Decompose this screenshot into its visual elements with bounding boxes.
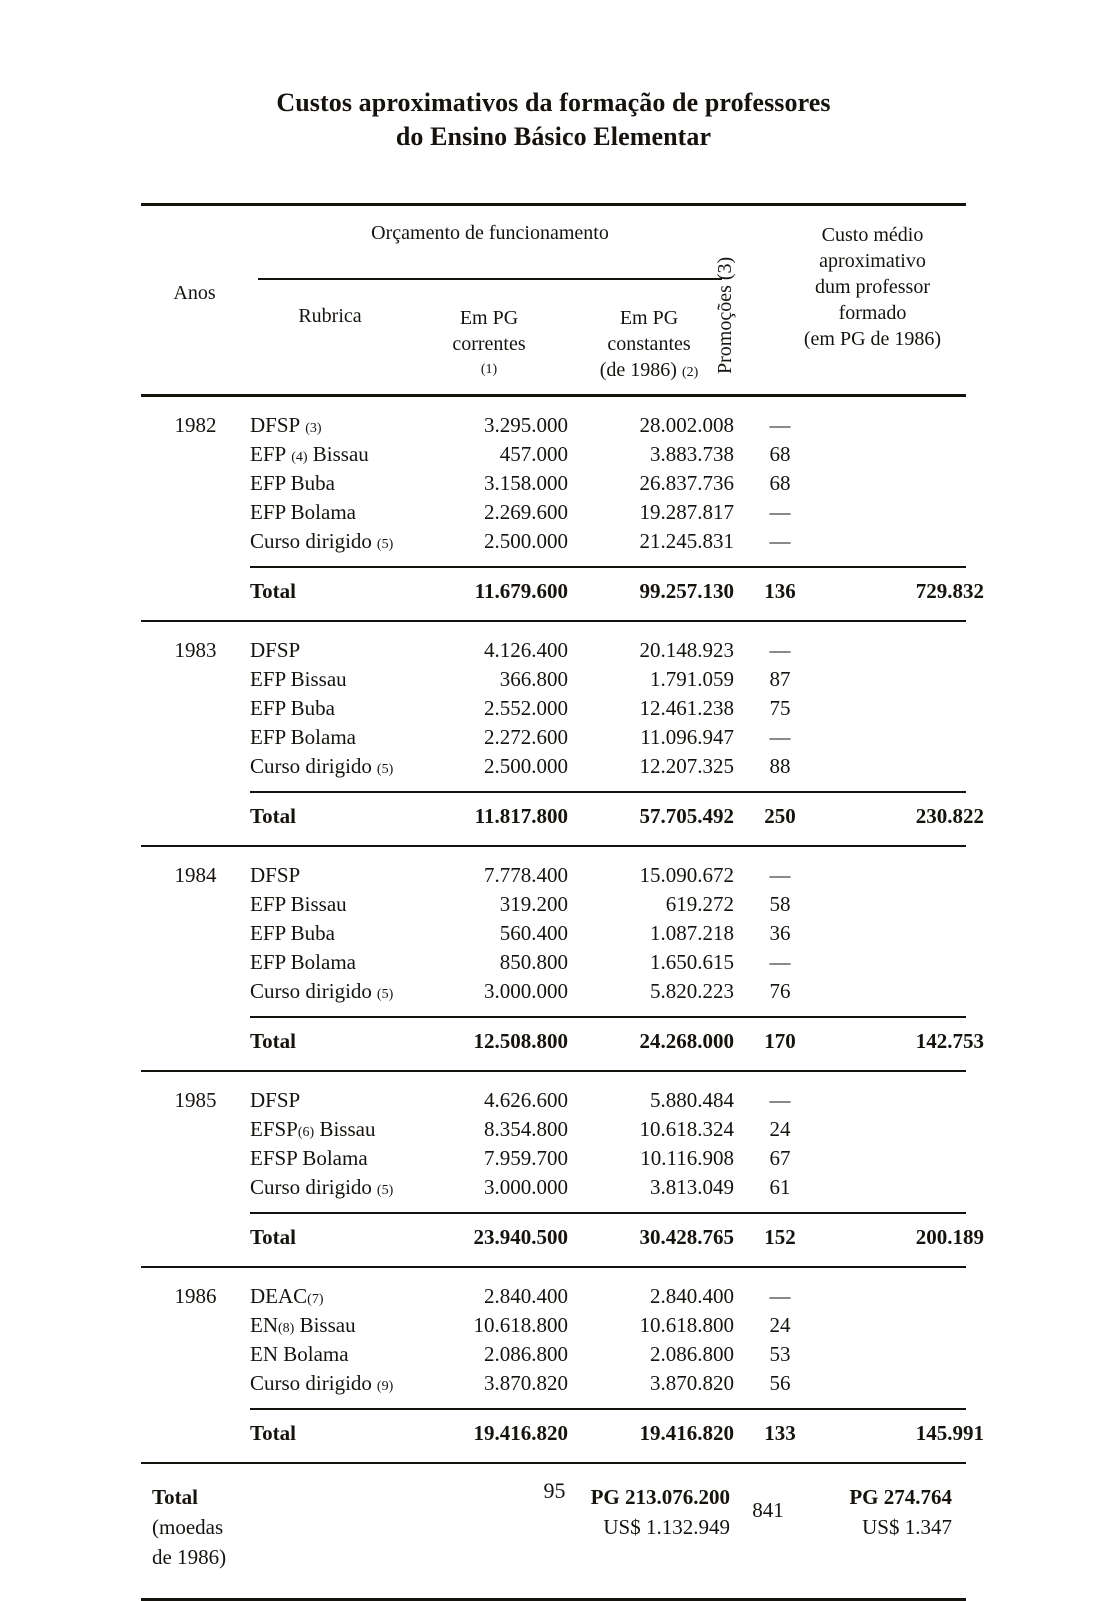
total-constantes: 57.705.492 (639, 803, 734, 828)
page-number: 95 (543, 1478, 566, 1503)
table-row (141, 1342, 966, 1371)
rubrica-text: EFP Bolama (250, 725, 356, 749)
row-correntes: 2.552.000 (484, 696, 568, 720)
row-promocoes: 68 (769, 442, 791, 466)
rubrica-text: DFSP (250, 863, 301, 887)
group-spacer (141, 1450, 966, 1462)
table-row (141, 529, 966, 558)
table-row (141, 1175, 966, 1204)
row-rubrica (250, 950, 420, 975)
row-correntes: 4.626.600 (484, 1088, 568, 1112)
row-promocoes: — (769, 1088, 791, 1112)
row-constantes: 2.840.400 (650, 1284, 734, 1308)
total-correntes: 23.940.500 (473, 1224, 568, 1249)
row-correntes: 560.400 (499, 921, 568, 945)
row-correntes: 7.778.400 (484, 863, 568, 887)
rubrica-text: EFP Bolama (250, 500, 356, 524)
group-spacer (141, 833, 966, 845)
row-constantes: 619.272 (665, 892, 734, 916)
row-rubrica (250, 1175, 420, 1200)
total-label: Total (250, 1420, 296, 1445)
total-custo: 230.822 (915, 803, 984, 828)
table-row (141, 471, 966, 500)
rubrica-footnote-marker: (9) (376, 1379, 394, 1394)
row-constantes: 3.870.820 (650, 1371, 734, 1395)
row-correntes: 2.840.400 (484, 1284, 568, 1308)
row-constantes: 10.618.800 (639, 1313, 734, 1337)
group-spacer (141, 1254, 966, 1266)
rubrica-text: DFSP (250, 1088, 301, 1112)
total-promocoes: 152 (764, 1224, 796, 1249)
table-row (141, 1146, 966, 1175)
rubrica-text: Curso dirigido (250, 1371, 372, 1395)
rubrica-text: Curso dirigido (250, 754, 372, 778)
total-separator-rule (250, 1212, 966, 1214)
header-rubrica: Rubrica (298, 305, 362, 327)
row-rubrica (250, 638, 420, 663)
row-rubrica (250, 471, 420, 496)
total-constantes: 30.428.765 (639, 1224, 734, 1249)
table-row (141, 892, 966, 921)
grand-total-custo-usd: US$ 1.347 (862, 1515, 952, 1539)
year-total-row (141, 799, 984, 833)
table-row (141, 979, 966, 1008)
total-correntes: 11.679.600 (474, 578, 568, 603)
row-constantes: 5.820.223 (650, 979, 734, 1003)
row-promocoes: — (769, 500, 791, 524)
year-total-row (141, 1220, 984, 1254)
total-constantes: 19.416.820 (639, 1420, 734, 1445)
year-total-row (141, 1416, 984, 1450)
row-promocoes: 61 (769, 1175, 791, 1199)
grand-total-label-line3: de 1986) (152, 1545, 227, 1569)
year-group (141, 1072, 984, 1266)
row-promocoes: 24 (769, 1117, 791, 1141)
row-constantes: 10.116.908 (640, 1146, 734, 1170)
row-rubrica (250, 921, 420, 946)
header-group-rule (258, 278, 722, 280)
total-correntes: 19.416.820 (473, 1420, 568, 1445)
row-year: 1984 (174, 863, 217, 887)
row-correntes: 3.000.000 (484, 1175, 568, 1199)
row-rubrica (250, 863, 420, 888)
row-constantes: 26.837.736 (639, 471, 734, 495)
title-line-2: do Ensino Básico Elementar (395, 122, 712, 151)
group-spacer (141, 1268, 966, 1284)
rubrica-text: EFP Buba (250, 471, 335, 495)
row-rubrica (250, 1371, 420, 1396)
total-label: Total (250, 803, 296, 828)
table-row (141, 950, 966, 979)
costs-table (141, 203, 984, 1601)
row-constantes: 15.090.672 (639, 863, 734, 887)
row-constantes: 3.883.738 (650, 442, 734, 466)
row-constantes: 10.618.324 (639, 1117, 734, 1141)
total-label: Total (250, 1028, 296, 1053)
grand-total-custo-pg: PG 274.764 (849, 1485, 952, 1509)
table-row (141, 1284, 966, 1313)
row-correntes: 319.200 (499, 892, 568, 916)
row-promocoes: — (769, 413, 791, 437)
row-rubrica (250, 696, 420, 721)
row-constantes: 12.461.238 (639, 696, 734, 720)
total-separator-rule (250, 566, 966, 568)
row-constantes: 1.791.059 (650, 667, 734, 691)
row-constantes: 28.002.008 (639, 413, 734, 437)
rubrica-footnote-marker: (5) (376, 1183, 394, 1198)
rubrica-text: EFSP Bolama (250, 1146, 368, 1170)
group-spacer (141, 847, 966, 863)
group-spacer (141, 622, 966, 638)
total-constantes: 99.257.130 (639, 578, 734, 603)
total-promocoes: 133 (764, 1420, 796, 1445)
row-constantes: 1.650.615 (650, 950, 734, 974)
header-promocoes-label: Promoções (3) (714, 256, 736, 374)
header-right-line2: aproximativo (819, 250, 926, 272)
row-promocoes: 56 (769, 1371, 791, 1395)
row-year: 1986 (174, 1284, 217, 1308)
grand-total-constantes-usd: US$ 1.132.949 (603, 1515, 730, 1539)
header-right-line3: dum professor (815, 276, 930, 298)
row-rubrica (250, 725, 420, 750)
row-rubrica (250, 1146, 420, 1171)
row-correntes: 366.800 (499, 667, 568, 691)
header-group-orcamento: Orçamento de funcionamento (371, 222, 609, 244)
total-custo: 142.753 (915, 1028, 984, 1053)
table-row (141, 921, 966, 950)
row-constantes: 19.287.817 (639, 500, 734, 524)
table-row (141, 638, 966, 667)
rubrica-text: DEAC (250, 1284, 308, 1308)
rubrica-text: EFP Buba (250, 921, 335, 945)
row-correntes: 4.126.400 (484, 638, 568, 662)
table-row (141, 1371, 966, 1400)
rubrica-suffix: Bissau (307, 442, 369, 466)
grand-total-label-line1: Total (152, 1485, 198, 1509)
header-promocoes (714, 234, 761, 374)
rubrica-footnote-marker: (5) (376, 537, 394, 552)
rubrica-footnote-marker: (5) (376, 987, 394, 1002)
group-spacer (141, 608, 966, 620)
grand-total-promocoes: 841 (752, 1498, 784, 1522)
row-correntes: 3.000.000 (484, 979, 568, 1003)
row-promocoes: — (769, 725, 791, 749)
total-promocoes: 136 (764, 578, 796, 603)
row-rubrica (250, 1284, 420, 1309)
row-correntes: 2.272.600 (484, 725, 568, 749)
row-correntes: 10.618.800 (473, 1313, 568, 1337)
total-separator-rule (250, 1016, 966, 1018)
row-promocoes: 67 (769, 1146, 791, 1170)
table-row (141, 1088, 966, 1117)
row-promocoes: — (769, 950, 791, 974)
year-group (141, 1268, 984, 1462)
header-c1-note: (1) (480, 362, 498, 377)
row-constantes: 11.096.947 (640, 725, 734, 749)
year-group (141, 397, 984, 620)
year-group (141, 847, 984, 1070)
row-promocoes: — (769, 863, 791, 887)
rubrica-text: EFSP (250, 1117, 298, 1141)
rubrica-text: EFP (250, 442, 287, 466)
header-em-pg-constantes (576, 305, 722, 386)
row-constantes: 2.086.800 (650, 1342, 734, 1366)
total-custo: 729.832 (915, 578, 984, 603)
rubrica-footnote-marker: (6) (297, 1125, 315, 1140)
header-c2-line3: (de 1986) (2) (599, 359, 699, 381)
grand-total-constantes-pg: PG 213.076.200 (590, 1485, 730, 1509)
header-anos: Anos (173, 282, 216, 304)
rubrica-footnote-marker: (4) (291, 450, 308, 465)
table-row (141, 442, 966, 471)
rubrica-text: EN Bolama (250, 1342, 349, 1366)
header-c2-line1: Em PG (619, 307, 679, 329)
row-rubrica (250, 1117, 420, 1142)
row-promocoes: 75 (769, 696, 791, 720)
row-constantes: 12.207.325 (639, 754, 734, 778)
row-correntes: 2.269.600 (484, 500, 568, 524)
table-row (141, 863, 966, 892)
row-constantes: 21.245.831 (639, 529, 734, 553)
year-total-row (141, 1024, 984, 1058)
total-custo: 200.189 (915, 1224, 984, 1249)
table-row (141, 667, 966, 696)
row-promocoes: 36 (769, 921, 791, 945)
row-correntes: 3.295.000 (484, 413, 568, 437)
total-custo: 145.991 (915, 1420, 984, 1445)
table-row (141, 754, 966, 783)
table-row (141, 1313, 966, 1342)
header-right-line5: (em PG de 1986) (803, 328, 942, 350)
group-spacer (141, 1072, 966, 1088)
header-c1-line2: correntes (452, 333, 526, 355)
row-rubrica (250, 500, 420, 525)
row-constantes: 20.148.923 (639, 638, 734, 662)
rubrica-footnote-marker: (8) (278, 1321, 295, 1336)
row-rubrica (250, 442, 420, 467)
rubrica-text: Curso dirigido (250, 529, 372, 553)
row-year: 1982 (174, 413, 217, 437)
row-promocoes: 53 (769, 1342, 791, 1366)
year-total-row (141, 574, 984, 608)
header-custo-medio (779, 222, 966, 352)
row-constantes: 1.087.218 (650, 921, 734, 945)
row-correntes: 8.354.800 (484, 1117, 568, 1141)
rubrica-text: EFP Bolama (250, 950, 356, 974)
table-row (141, 1117, 966, 1146)
row-correntes: 457.000 (499, 442, 568, 466)
rubrica-text: EFP Bissau (250, 892, 347, 916)
header-em-pg-correntes (420, 305, 558, 383)
total-separator-rule (250, 791, 966, 793)
table-row (141, 413, 966, 442)
rubrica-suffix: Bissau (314, 1117, 376, 1141)
row-promocoes: — (769, 1284, 791, 1308)
row-promocoes: 76 (769, 979, 791, 1003)
row-correntes: 3.158.000 (484, 471, 568, 495)
row-rubrica (250, 1088, 420, 1113)
total-promocoes: 250 (764, 803, 796, 828)
table-body (141, 397, 984, 1464)
table-row (141, 500, 966, 529)
rubrica-text: DFSP (250, 638, 301, 662)
table-header (141, 206, 966, 394)
row-rubrica (250, 1342, 420, 1367)
rubrica-text: DFSP (250, 413, 301, 437)
total-label: Total (250, 578, 296, 603)
group-spacer (141, 1058, 966, 1070)
total-correntes: 12.508.800 (473, 1028, 568, 1053)
row-rubrica (250, 1313, 420, 1338)
rubrica-text: EFP Bissau (250, 667, 347, 691)
row-correntes: 2.500.000 (484, 529, 568, 553)
row-correntes: 2.086.800 (484, 1342, 568, 1366)
table-row (141, 696, 966, 725)
header-right-line4: formado (838, 302, 907, 324)
rubrica-footnote-marker: (7) (307, 1292, 324, 1307)
row-rubrica (250, 529, 420, 554)
row-promocoes: 87 (769, 667, 791, 691)
row-promocoes: 24 (769, 1313, 791, 1337)
row-constantes: 3.813.049 (650, 1175, 734, 1199)
row-year: 1985 (174, 1088, 217, 1112)
total-label: Total (250, 1224, 296, 1249)
group-spacer (141, 397, 966, 413)
rubrica-footnote-marker: (3) (305, 421, 322, 436)
row-promocoes: 88 (769, 754, 791, 778)
row-promocoes: — (769, 529, 791, 553)
rubrica-text: EFP Buba (250, 696, 335, 720)
year-group (141, 622, 984, 845)
row-rubrica (250, 979, 420, 1004)
rubrica-suffix: Bissau (294, 1313, 356, 1337)
total-constantes: 24.268.000 (639, 1028, 734, 1053)
header-c2-line2: constantes (607, 333, 691, 355)
row-promocoes: 58 (769, 892, 791, 916)
rubrica-text: Curso dirigido (250, 979, 372, 1003)
rubrica-footnote-marker: (5) (376, 762, 394, 777)
rubrica-text: Curso dirigido (250, 1175, 372, 1199)
row-rubrica (250, 892, 420, 917)
header-c2-note: (2) (681, 365, 699, 380)
row-correntes: 850.800 (499, 950, 568, 974)
grand-total-label-line2: (moedas (152, 1515, 224, 1539)
total-correntes: 11.817.800 (474, 803, 568, 828)
header-right-line1: Custo médio (821, 224, 924, 246)
rubrica-text: EN (250, 1313, 278, 1337)
row-correntes: 7.959.700 (484, 1146, 568, 1170)
row-promocoes: 68 (769, 471, 791, 495)
total-promocoes: 170 (764, 1028, 796, 1053)
total-separator-rule (250, 1408, 966, 1410)
row-rubrica (250, 667, 420, 692)
row-year: 1983 (174, 638, 217, 662)
table-row (141, 725, 966, 754)
row-correntes: 3.870.820 (484, 1371, 568, 1395)
row-constantes: 5.880.484 (650, 1088, 734, 1112)
row-rubrica (250, 413, 420, 438)
page-title (141, 86, 966, 154)
row-rubrica (250, 754, 420, 779)
header-c1-line1: Em PG (459, 307, 519, 329)
row-correntes: 2.500.000 (484, 754, 568, 778)
title-line-1: Custos aproximativos da formação de professores (276, 88, 831, 117)
row-promocoes: — (769, 638, 791, 662)
